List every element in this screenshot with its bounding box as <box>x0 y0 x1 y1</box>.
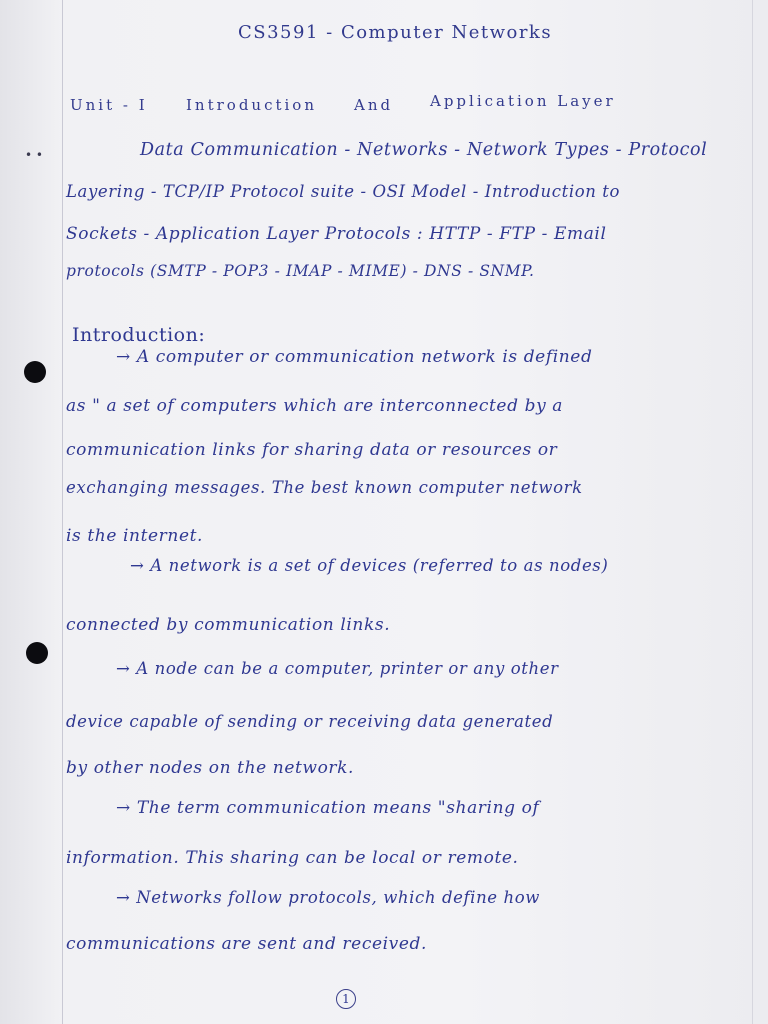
syllabus-line-3: Sockets - Application Layer Protocols : HTTP - FTP - Email <box>66 224 607 244</box>
page-number: 1 <box>336 989 356 1009</box>
margin-rule <box>62 0 63 1024</box>
page-edge <box>752 0 753 1024</box>
syllabus-line-2: Layering - TCP/IP Protocol suite - OSI Model - Introduction to <box>66 182 621 201</box>
note-line-3: communication links for sharing data or resources or <box>66 440 558 460</box>
note-line-8: → A node can be a computer, printer or any other <box>116 659 559 678</box>
note-line-2: as " a set of computers which are interconnected by a <box>66 396 564 416</box>
section-heading: Introduction: <box>72 324 206 346</box>
syllabus-line-1: Data Communication - Networks - Network Types - Protocol <box>140 140 708 160</box>
note-line-13: → Networks follow protocols, which define how <box>116 888 540 907</box>
syllabus-line-4: protocols (SMTP - POP3 - IMAP - MIME) - DNS - SNMP. <box>66 262 535 280</box>
punch-hole-top <box>24 361 46 383</box>
note-line-11: → The term communication means "sharing of <box>116 798 540 818</box>
note-line-10: by other nodes on the network. <box>66 758 355 778</box>
note-line-14: communications are sent and received. <box>66 934 427 954</box>
note-line-7: connected by communication links. <box>66 615 391 635</box>
pen-marks: • • <box>25 148 43 162</box>
punch-hole-bottom <box>26 642 48 664</box>
unit-number: Unit - I <box>70 96 148 114</box>
note-line-4: exchanging messages. The best known computer network <box>66 478 583 497</box>
unit-title-part-2: Application Layer <box>430 92 616 110</box>
page-title: CS3591 - Computer Networks <box>238 22 553 43</box>
note-line-6: → A network is a set of devices (referred to as nodes) <box>130 556 609 575</box>
note-line-5: is the internet. <box>66 526 204 546</box>
note-line-12: information. This sharing can be local or remote. <box>66 848 519 868</box>
note-line-9: device capable of sending or receiving data generated <box>66 712 554 731</box>
unit-title-part-1: Introduction <box>186 96 317 114</box>
note-line-1: → A computer or communication network is defined <box>116 347 593 367</box>
unit-title-and: And <box>354 96 394 114</box>
